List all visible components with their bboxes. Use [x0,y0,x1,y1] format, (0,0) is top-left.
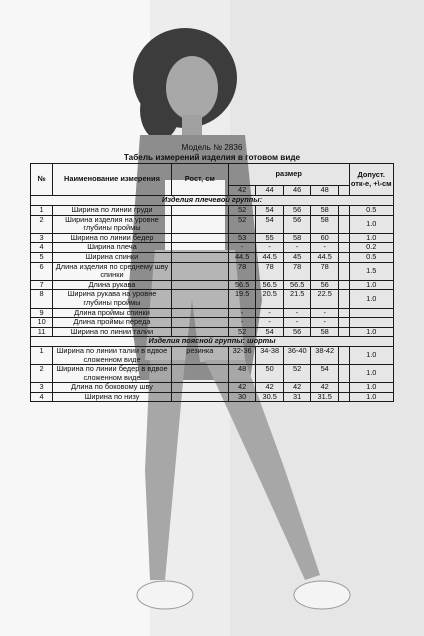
row-value-44: - [256,318,284,328]
row-number: 3 [31,383,53,393]
row-value-46: 56 [283,215,311,233]
row-height [171,206,228,216]
row-blank [338,346,349,364]
row-height [171,318,228,328]
row-value-42: 53 [228,233,256,243]
row-tolerance: 1.0 [349,346,393,364]
row-value-48: 58 [311,206,339,216]
row-value-48: 58 [311,215,339,233]
table-row [31,308,394,318]
model-number: Модель № 2836 [181,143,243,152]
row-tolerance [349,318,393,328]
row-name: Ширина по линии бедер [53,233,172,243]
row-value-42: 42 [228,383,256,393]
table-row [31,318,394,328]
row-blank [338,206,349,216]
row-value-44: 56.5 [256,280,284,290]
row-value-46: 31 [283,392,311,402]
row-value-42: 52 [228,327,256,337]
row-tolerance: 1.0 [349,383,393,393]
row-name: Длина проймы спинки [53,308,172,318]
row-number: 9 [31,308,53,318]
row-value-46: 56 [283,327,311,337]
size-48: 48 [311,186,339,196]
table-row [31,233,394,243]
row-value-46: 78 [283,262,311,280]
row-value-44: 54 [256,327,284,337]
row-name: Ширина по линии груди [53,206,172,216]
table-row [31,290,394,308]
row-value-46: 58 [283,233,311,243]
row-tolerance: 1.0 [349,215,393,233]
row-name: Ширина по линии бедер в вдвое сложенном виде [53,365,172,383]
row-name: Ширина изделия на уровне глубины проймы [53,215,172,233]
row-number: 8 [31,290,53,308]
row-name: Длина по боковому шву [53,383,172,393]
row-tolerance [349,308,393,318]
table-row [31,252,394,262]
row-value-44: 20.5 [256,290,284,308]
table-title: Табель измерений изделия в готовом виде [123,153,301,162]
row-value-44: 30.5 [256,392,284,402]
table-row [31,365,394,383]
row-blank [338,252,349,262]
row-blank [338,327,349,337]
row-value-44: 50 [256,365,284,383]
header-row [31,164,394,186]
row-blank [338,233,349,243]
row-tolerance: 0.2 [349,243,393,253]
row-value-44: 44.5 [256,252,284,262]
row-value-46: 56 [283,206,311,216]
row-value-42: 32-36 [228,346,256,364]
row-number: 1 [31,346,53,364]
row-blank [338,280,349,290]
row-blank [338,290,349,308]
row-value-44: 78 [256,262,284,280]
row-tolerance: 1.5 [349,262,393,280]
row-height: резинка [171,346,228,364]
row-value-46: 45 [283,252,311,262]
row-value-48: 78 [311,262,339,280]
row-value-48: - [311,243,339,253]
row-blank [338,308,349,318]
row-number: 1 [31,206,53,216]
table-row [31,243,394,253]
row-value-42: 52 [228,206,256,216]
row-value-42: - [228,243,256,253]
row-value-44: 34-38 [256,346,284,364]
row-blank [338,365,349,383]
row-value-44: - [256,308,284,318]
row-height [171,215,228,233]
row-name: Длина изделия по среднему шву спинки [53,262,172,280]
row-value-46: - [283,308,311,318]
row-value-48: 58 [311,327,339,337]
row-height [171,383,228,393]
row-value-48: 22.5 [311,290,339,308]
row-value-44: 55 [256,233,284,243]
table-row [31,327,394,337]
row-height [171,262,228,280]
row-number: 4 [31,392,53,402]
table-row [31,280,394,290]
row-number: 4 [31,243,53,253]
row-blank [338,243,349,253]
row-value-44: - [256,243,284,253]
header-num: № [31,164,53,196]
header-size: размер [228,164,349,186]
table-row [31,392,394,402]
row-blank [338,318,349,328]
table-row [31,262,394,280]
row-value-48: 31.5 [311,392,339,402]
row-name: Ширина рукава на уровне глубины проймы [53,290,172,308]
row-value-46: - [283,318,311,328]
row-number: 5 [31,252,53,262]
row-height [171,308,228,318]
row-name: Ширина спинки [53,252,172,262]
row-height [171,327,228,337]
row-value-42: 19.5 [228,290,256,308]
row-number: 3 [31,233,53,243]
row-value-42: 52 [228,215,256,233]
row-tolerance: 1.0 [349,290,393,308]
row-value-48: 38-42 [311,346,339,364]
row-blank [338,392,349,402]
size-44: 44 [256,186,284,196]
row-value-42: 48 [228,365,256,383]
row-name: Длина проймы переда [53,318,172,328]
row-blank [338,262,349,280]
section-bottom: Изделия поясной группы: шорты [31,337,394,347]
row-value-44: 54 [256,215,284,233]
row-value-46: 21.5 [283,290,311,308]
row-tolerance: 1.0 [349,392,393,402]
size-42: 42 [228,186,256,196]
size-blank [338,186,349,196]
section-bottom-row [31,337,394,347]
row-number: 11 [31,327,53,337]
table-row [31,206,394,216]
row-value-42: 56.5 [228,280,256,290]
row-value-48: 44.5 [311,252,339,262]
header-tolerance: Допуст. отк-е, +\-см [349,164,393,196]
row-name: Ширина по линии талии в вдвое сложенном виде [53,346,172,364]
row-value-42: 44.5 [228,252,256,262]
row-name: Ширина плеча [53,243,172,253]
section-top-row [31,196,394,206]
row-tolerance: 1.0 [349,327,393,337]
row-tolerance: 0.5 [349,252,393,262]
row-value-44: 42 [256,383,284,393]
section-top: Изделия плечевой группы: [31,196,394,206]
row-name: Ширина по низу [53,392,172,402]
row-value-44: 54 [256,206,284,216]
row-value-42: - [228,308,256,318]
row-blank [338,383,349,393]
row-number: 2 [31,365,53,383]
row-value-46: 42 [283,383,311,393]
row-value-48: - [311,308,339,318]
row-value-42: - [228,318,256,328]
row-value-48: 56 [311,280,339,290]
row-tolerance: 1.0 [349,280,393,290]
header-height: Рост, см [171,164,228,196]
table-row [31,383,394,393]
row-height [171,290,228,308]
row-value-48: 42 [311,383,339,393]
row-value-48: - [311,318,339,328]
row-blank [338,215,349,233]
row-height [171,233,228,243]
row-value-46: 52 [283,365,311,383]
row-tolerance: 0.5 [349,206,393,216]
table-row [31,346,394,364]
row-value-42: 30 [228,392,256,402]
size-46: 46 [283,186,311,196]
row-height [171,243,228,253]
row-tolerance: 1.0 [349,233,393,243]
header-name: Наименование измерения [53,164,172,196]
row-value-46: 56.5 [283,280,311,290]
row-height [171,252,228,262]
row-number: 6 [31,262,53,280]
row-height [171,392,228,402]
row-value-48: 60 [311,233,339,243]
row-value-46: 36-40 [283,346,311,364]
row-height [171,365,228,383]
row-tolerance: 1.0 [349,365,393,383]
row-name: Ширина по линии талии [53,327,172,337]
measurement-table [30,163,394,402]
table-row [31,215,394,233]
row-value-48: 54 [311,365,339,383]
row-number: 10 [31,318,53,328]
row-height [171,280,228,290]
row-value-46: - [283,243,311,253]
row-number: 7 [31,280,53,290]
row-name: Длина рукава [53,280,172,290]
row-number: 2 [31,215,53,233]
row-value-42: 78 [228,262,256,280]
